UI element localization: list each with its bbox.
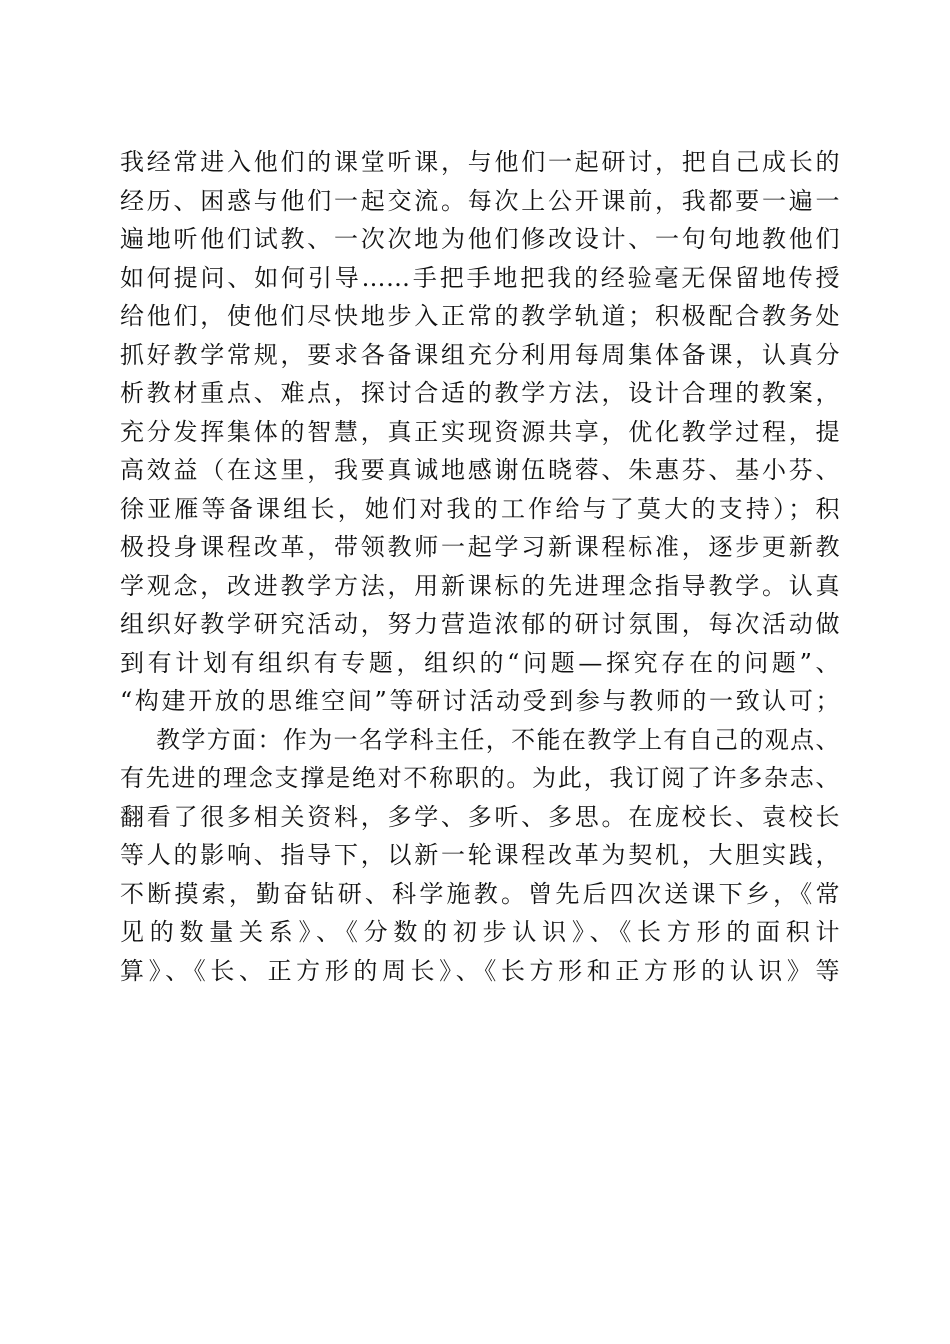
paragraph-start-line: 教学方面：作为一名学科主任，不能在教学上有自己的观点、 xyxy=(156,725,840,754)
text-line: 经历、困惑与他们一起交流。每次上公开课前，我都要一遍一 xyxy=(120,186,840,215)
text-line: 如何提问、如何引导……手把手地把我的经验毫无保留地传授 xyxy=(120,263,840,292)
text-line: 到有计划有组织有专题，组织的“问题—探究存在的问题”、 xyxy=(120,648,840,677)
text-line: 不断摸索，勤奋钻研、科学施教。曾先后四次送课下乡，《常 xyxy=(120,879,840,908)
text-line: 徐亚雁等备课组长，她们对我的工作给与了莫大的支持）；积 xyxy=(120,494,840,523)
text-line: 高效益（在这里，我要真诚地感谢伍晓蓉、朱惠芬、基小芬、 xyxy=(120,456,840,484)
text-line: 翻看了很多相关资料，多学、多听、多思。在庞校长、袁校长 xyxy=(120,802,840,831)
text-line: 给他们，使他们尽快地步入正常的教学轨道；积极配合教务处 xyxy=(120,302,840,330)
text-line: 算》、《长、正方形的周长》、《长方形和正方形的认识》等 xyxy=(120,956,840,985)
text-line: 抓好教学常规，要求各备课组充分利用每周集体备课，认真分 xyxy=(120,340,840,369)
text-line: “构建开放的思维空间”等研讨活动受到参与教师的一致认可； xyxy=(120,687,840,715)
text-line: 遍地听他们试教、一次次地为他们修改设计、一句句地教他们 xyxy=(120,225,840,253)
text-line: 充分发挥集体的智慧，真正实现资源共享，优化教学过程，提 xyxy=(120,417,840,446)
text-line: 我经常进入他们的课堂听课，与他们一起研讨，把自己成长的 xyxy=(120,148,840,176)
text-line: 见的数量关系》、《分数的初步认识》、《长方形的面积计 xyxy=(120,918,840,946)
text-line: 组织好教学研究活动，努力营造浓郁的研讨氛围，每次活动做 xyxy=(120,610,840,638)
text-line: 有先进的理念支撑是绝对不称职的。为此，我订阅了许多杂志、 xyxy=(120,764,840,792)
text-line: 极投身课程改革，带领教师一起学习新课程标准，逐步更新教 xyxy=(120,533,840,561)
body-text xyxy=(120,143,840,990)
text-line: 学观念，改进教学方法，用新课标的先进理念指导教学。认真 xyxy=(120,571,840,600)
text-line: 等人的影响、指导下，以新一轮课程改革为契机，大胆实践， xyxy=(120,841,840,869)
text-line: 析教材重点、难点，探讨合适的教学方法，设计合理的教案， xyxy=(120,379,840,407)
